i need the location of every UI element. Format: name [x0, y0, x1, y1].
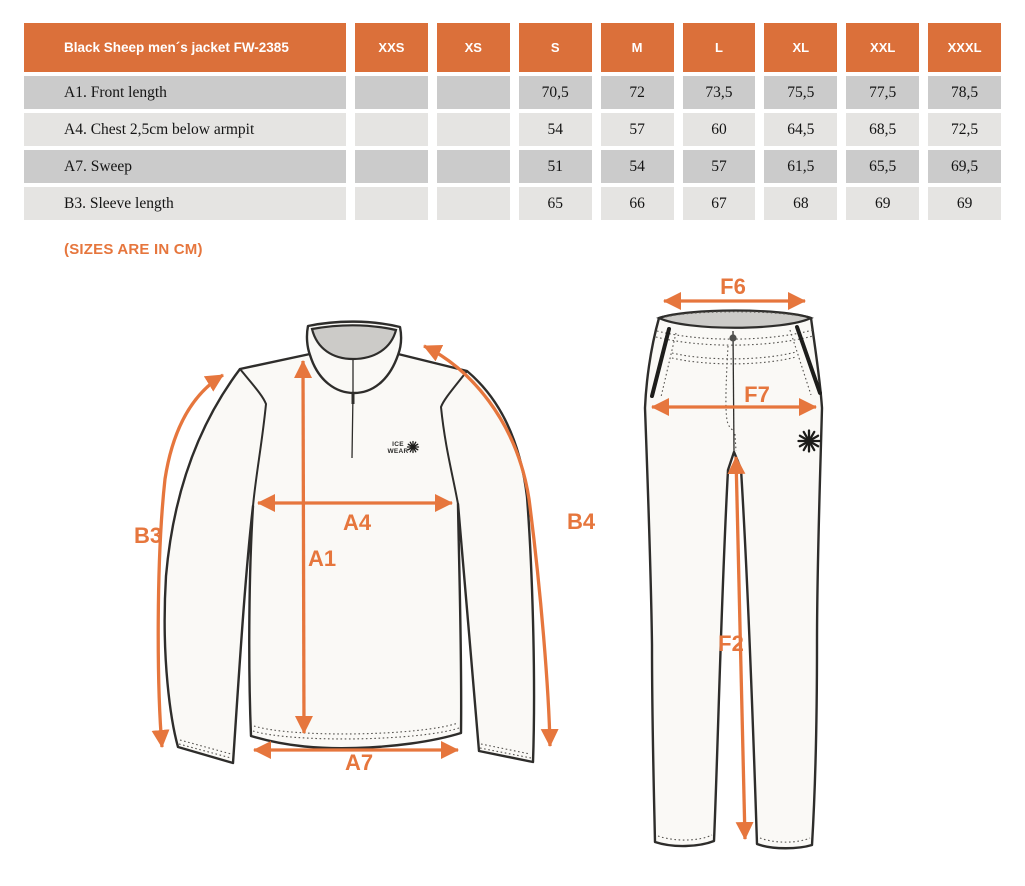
logo-text-line2: WEAR	[387, 448, 409, 455]
size-value: 68	[764, 187, 837, 220]
size-value: 54	[519, 113, 592, 146]
label-f2: F2	[718, 631, 744, 656]
column-header-xs: XS	[437, 23, 510, 72]
size-value: 69	[928, 187, 1001, 220]
size-value: 68,5	[846, 113, 919, 146]
sizes-note: (SIZES ARE IN CM)	[64, 241, 203, 258]
size-value: 69	[846, 187, 919, 220]
label-a4: A4	[342, 510, 372, 535]
size-value: 72,5	[928, 113, 1001, 146]
size-value: 72	[601, 76, 674, 109]
column-header-l: L	[683, 23, 756, 72]
pants-button	[729, 334, 736, 341]
size-value: 51	[519, 150, 592, 183]
label-b3: B3	[133, 523, 163, 548]
size-value: 57	[601, 113, 674, 146]
column-header-xxs: XXS	[355, 23, 428, 72]
arrow-a1	[303, 361, 304, 733]
size-value: 65,5	[846, 150, 919, 183]
table-title: Black Sheep men´s jacket FW-2385	[24, 23, 346, 72]
size-value: 75,5	[764, 76, 837, 109]
size-value: 61,5	[764, 150, 837, 183]
label-f7: F7	[744, 382, 770, 407]
size-value: 78,5	[928, 76, 1001, 109]
row-label: A1. Front length	[24, 76, 346, 109]
logo-text-line1: ICE	[392, 441, 404, 448]
column-header-m: M	[601, 23, 674, 72]
column-header-xl: XL	[764, 23, 837, 72]
size-value: 69,5	[928, 150, 1001, 183]
label-f6: F6	[720, 274, 746, 299]
size-value: 65	[519, 187, 592, 220]
size-value: 64,5	[764, 113, 837, 146]
size-value: 73,5	[683, 76, 756, 109]
jacket-body-outline	[165, 351, 534, 763]
column-header-s: S	[519, 23, 592, 72]
size-value: 57	[683, 150, 756, 183]
size-value: 77,5	[846, 76, 919, 109]
size-value: 54	[601, 150, 674, 183]
label-a1: A1	[307, 546, 337, 571]
row-label: A7. Sweep	[24, 150, 346, 183]
label-a7: A7	[344, 750, 374, 775]
jacket-drawing	[134, 322, 596, 775]
pants-drawing	[645, 274, 822, 848]
size-value: 60	[683, 113, 756, 146]
size-value: 70,5	[519, 76, 592, 109]
row-label: A4. Chest 2,5cm below armpit	[24, 113, 346, 146]
row-label: B3. Sleeve length	[24, 187, 346, 220]
size-value: 66	[601, 187, 674, 220]
column-header-xxl: XXL	[846, 23, 919, 72]
pants-waist-inside	[659, 311, 811, 328]
column-header-xxxl: XXXL	[928, 23, 1001, 72]
label-b4: B4	[566, 509, 596, 534]
size-value: 67	[683, 187, 756, 220]
